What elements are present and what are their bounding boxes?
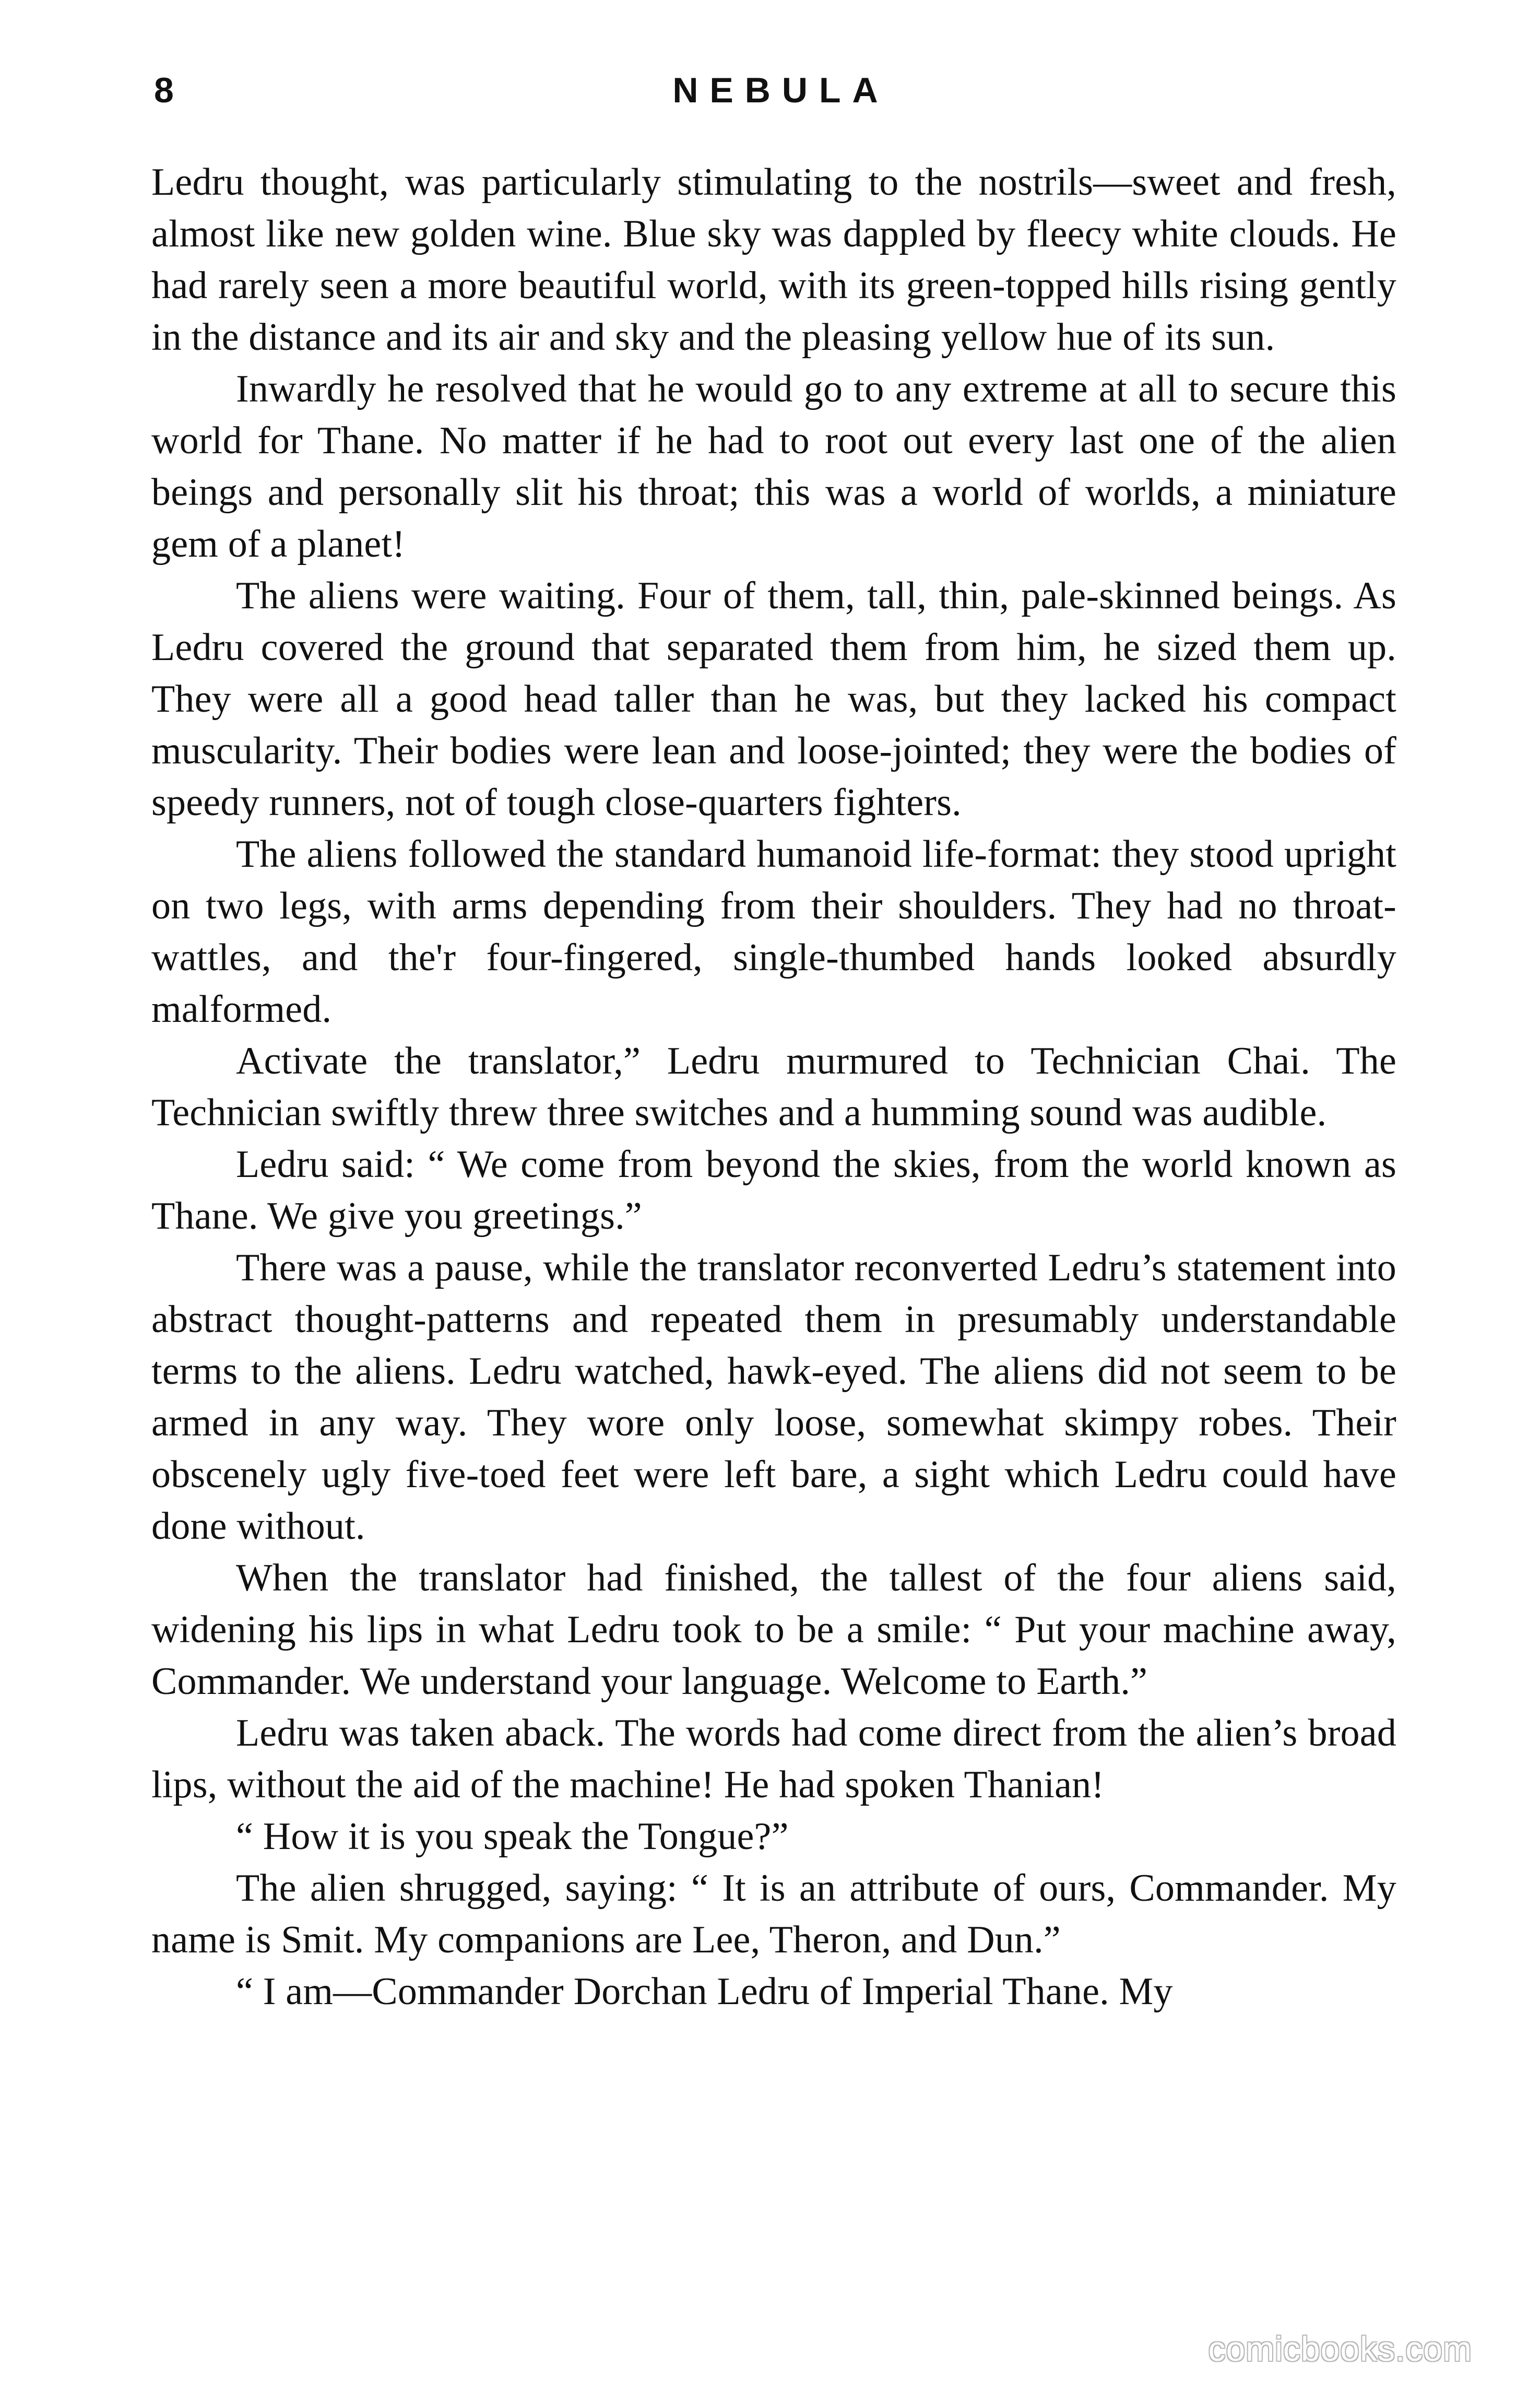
paragraph: Ledru was taken aback. The words had come direct from the alien’s broad lips, without the aid of the machine! He had spoken Thanian!: [151, 1712, 1396, 1806]
body-text: [151, 157, 1396, 2018]
paragraph: When the translator had finished, the tallest of the four aliens said, widening his lips in what Ledru took to be a smile: “ Put your machine away, Commander. We understand your language. Welcome to Earth.”: [151, 1557, 1396, 1703]
running-title: NEBULA: [672, 70, 890, 110]
page-header: [154, 62, 1396, 119]
paragraph: “ How it is you speak the Tongue?”: [236, 1815, 789, 1858]
site-watermark: comicbooks.com: [1208, 2329, 1472, 2368]
paragraph: The aliens were waiting. Four of them, tall, thin, pale-skinned beings. As Ledru covered the ground that separated them from him, he sized them up. They were all a good head taller than he was, but they lacked his compact muscularity. Their bodies were lean and loose-jointed; they were the bodies of speedy runners, not of tough close-quarters fighters.: [151, 574, 1396, 824]
paragraph: Ledru said: “ We come from beyond the skies, from the world known as Thane. We give you greetings.”: [151, 1143, 1396, 1238]
page-number: 8: [154, 70, 174, 110]
paragraph: Ledru thought, was particularly stimulating to the nostrils—sweet and fresh, almost like new golden wine. Blue sky was dappled by fleecy white clouds. He had rarely seen a more beautiful world, with its green-topped hills rising gently in the distance and its air and sky and the pleasing yellow hue of its sun.: [151, 161, 1396, 359]
paragraph: There was a pause, while the translator reconverted Ledru’s statement into abstract thought-patterns and repeated them in presumably understandable terms to the aliens. Ledru watched, hawk-eyed. The aliens did not seem to be armed in any way. They wore only loose, somewhat skimpy robes. Their obscenely ugly five-toed feet were left bare, a sight which Ledru could have done without.: [151, 1246, 1396, 1548]
paragraph: Activate the translator,” Ledru murmured to Technician Chai. The Technician swiftly threw three switches and a humming sound was audible.: [151, 1040, 1396, 1134]
paragraph: Inwardly he resolved that he would go to any extreme at all to secure this world for Thane. No matter if he had to root out every last one of the alien beings and personally slit his throat; this was a world of worlds, a miniature gem of a planet!: [151, 368, 1396, 566]
paragraph: The aliens followed the standard humanoid life-format: they stood upright on two legs, with arms depending from their shoulders. They had no throat-wattles, and the'r four-fingered, single-thumbed hands looked absurdly malformed.: [151, 833, 1396, 1031]
paragraph: The alien shrugged, saying: “ It is an attribute of ours, Commander. My name is Smit. My companions are Lee, Theron, and Dun.”: [151, 1867, 1396, 1961]
paragraph: “ I am—Commander Dorchan Ledru of Imperial Thane. My: [236, 1970, 1173, 2013]
